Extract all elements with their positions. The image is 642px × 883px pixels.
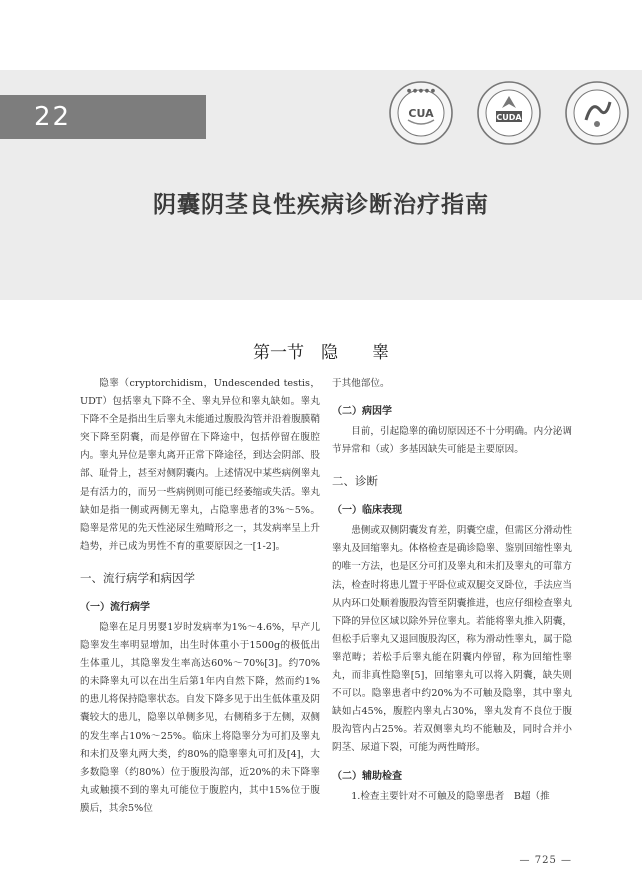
left-column: [80, 375, 320, 818]
svg-text:CUA: CUA: [408, 107, 434, 120]
svg-text:● ● ● ● ●: ● ● ● ● ●: [406, 88, 436, 94]
auxiliary-paragraph: 1.检查主要针对不可触及的隐睾患者 B超（推: [351, 790, 550, 802]
page-number: — 725 —: [519, 855, 572, 866]
heading-epidemiology: 一、流行病学和病因学: [80, 570, 195, 585]
svg-text:CUDA: CUDA: [496, 113, 522, 122]
chapter-tab: [0, 95, 206, 139]
epidemiology-paragraph: 隐睾在足月男婴1岁时发病率为1%～4.6%，早产儿隐睾发生率明显增加，出生时体重小于1500g的极低出生体重儿，其隐睾发生率高达60%～70%[3]。约70%的未降睾丸可以在出生后第1年内自然下降，然而约1%的患儿将保持隐睾状态。自发下降多见于出生低体重及阴囊较大的患儿，隐睾以单侧多见，右侧稍多于左侧，双侧的发生率占10%～25%。临床上将隐睾分为可扪及睾丸和未扪及睾丸两大类，约80%的隐睾睾丸可扪及[4]，大多数隐睾（约80%）位于腹股沟部，近20%的未下降睾丸或触摸不到的睾丸可能位于腹腔内，其中15%位于腹膜后，其余5%位: [80, 621, 320, 814]
cua-logo-icon: [388, 80, 454, 146]
society-logos: [388, 80, 630, 148]
subheading-clinical: （一）临床表现: [332, 505, 402, 517]
chapter-number: 22: [34, 102, 72, 132]
heading-diagnosis: 二、诊断: [332, 474, 378, 489]
etiology-paragraph: 目前，引起隐睾的确切原因还不十分明确。内分泌调节异常和（或）多基因缺失可能是主要原因。: [332, 426, 572, 456]
section-title: 第一节 隐 睾: [253, 343, 389, 363]
andrology-logo-icon: [564, 80, 630, 146]
subheading-epidemiology: （一）流行病学: [80, 601, 150, 613]
cuda-logo-icon: [476, 80, 542, 146]
subheading-etiology: （二）病因学: [332, 406, 392, 418]
continued-paragraph: 于其他部位。: [332, 378, 390, 389]
page-title: 阴囊阴茎良性疾病诊断治疗指南: [153, 192, 489, 218]
intro-paragraph: 隐睾（cryptorchidism，Undescended testis，UDT）包括睾丸下降不全、睾丸异位和睾丸缺如。睾丸下降不全是指出生后睾丸未能通过腹股沟管并沿着腹膜鞘突下降至阴囊，而是停留在下降途中，包括停留在腹腔内。睾丸异位是睾丸离开正常下降途径，到达会阴部、股部、耻骨上，甚至对侧阴囊内。上述情况中某些病例睾丸是有活力的，而另一些病例则可能已经萎缩或失活。睾丸缺如是指一侧或两侧无睾丸，占隐睾患者的3%～5%。隐睾是常见的先天性泌尿生殖畸形之一，其发病率呈上升趋势，并已成为男性不育的重要原因之一[1-2]。: [80, 378, 320, 552]
subheading-auxiliary: （二）辅助检查: [332, 770, 402, 782]
right-column: [332, 375, 572, 806]
clinical-paragraph: 患侧或双侧阴囊发育差，阴囊空虚，但需区分滑动性睾丸及回缩睾丸。体格检查是确诊隐睾、鉴别回缩性睾丸的唯一方法，也是区分可扪及睾丸和未扪及睾丸的可靠方法，检查时将患儿置于平卧位或双腿交叉卧位，手法应当从内环口处顺着腹股沟管至阴囊推进，也应仔细检查睾丸下降的异位区域以除外异位睾丸。若能将睾丸推入阴囊，但松手后睾丸又退回腹股沟区，称为滑动性睾丸，属于隐睾范畴；若松手后睾丸能在阴囊内停留，称为回缩性睾丸，而非真性隐睾[5]，回缩睾丸可以将入阴囊，缺失则不可以。隐睾患者中约20%为不可触及隐睾，其中睾丸缺如占45%，腹腔内睾丸占30%，睾丸发育不良位于腹股沟管内占25%。若双侧睾丸均不能触及，同时合并小阴茎、尿道下裂，可能为两性畸形。: [332, 525, 572, 754]
